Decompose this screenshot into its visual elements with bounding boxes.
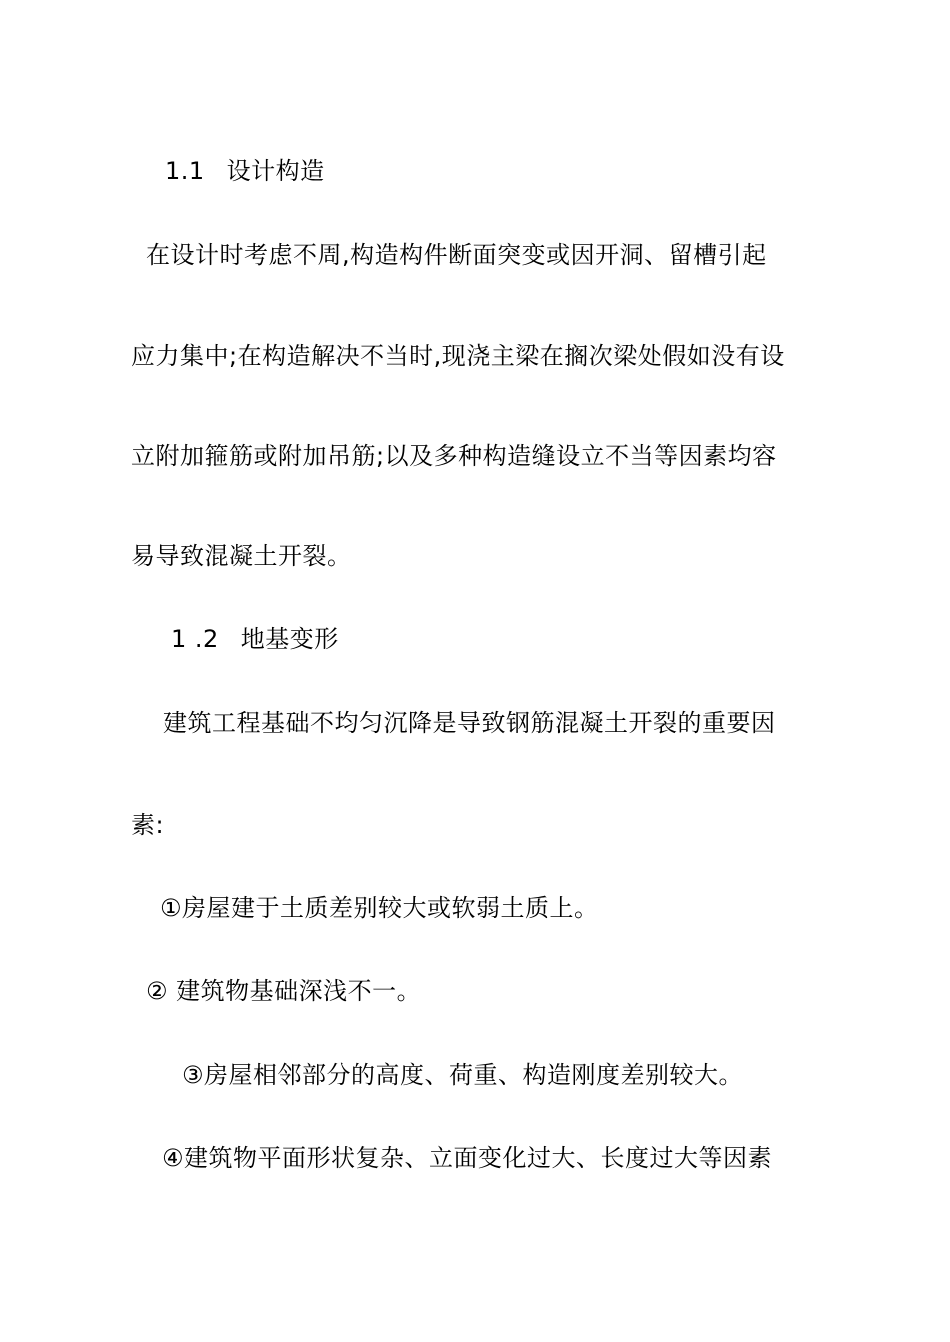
paragraph-line: 易导致混凝土开裂。 (131, 542, 352, 570)
section-number: 1 .2 (171, 625, 219, 653)
list-item: ③房屋相邻部分的高度、荷重、构造刚度差别较大。 (182, 1061, 744, 1089)
section-title: 地基变形 (240, 625, 339, 653)
section-title: 设计构造 (226, 157, 325, 185)
section-number: 1.1 (165, 157, 205, 185)
list-item: ② 建筑物基础深浅不一。 (146, 977, 422, 1005)
paragraph-line: 在设计时考虑不周,构造构件断面突变或因开洞、留槽引起 (146, 241, 767, 269)
section-heading-1-2 (171, 624, 339, 654)
paragraph-line: 素: (131, 811, 165, 839)
paragraph-line: 立附加箍筋或附加吊筋;以及多种构造缝设立不当等因素均容 (131, 442, 777, 470)
section-heading-1-1 (165, 156, 325, 186)
paragraph-line: 应力集中;在构造解决不当时,现浇主梁在搁次梁处假如没有设 (131, 342, 785, 370)
paragraph-line: 建筑工程基础不均匀沉降是导致钢筋混凝土开裂的重要因 (163, 709, 776, 737)
list-item: ④建筑物平面形状复杂、立面变化过大、长度过大等因素 (162, 1144, 773, 1172)
list-item: ①房屋建于土质差别较大或软弱土质上。 (160, 894, 599, 922)
